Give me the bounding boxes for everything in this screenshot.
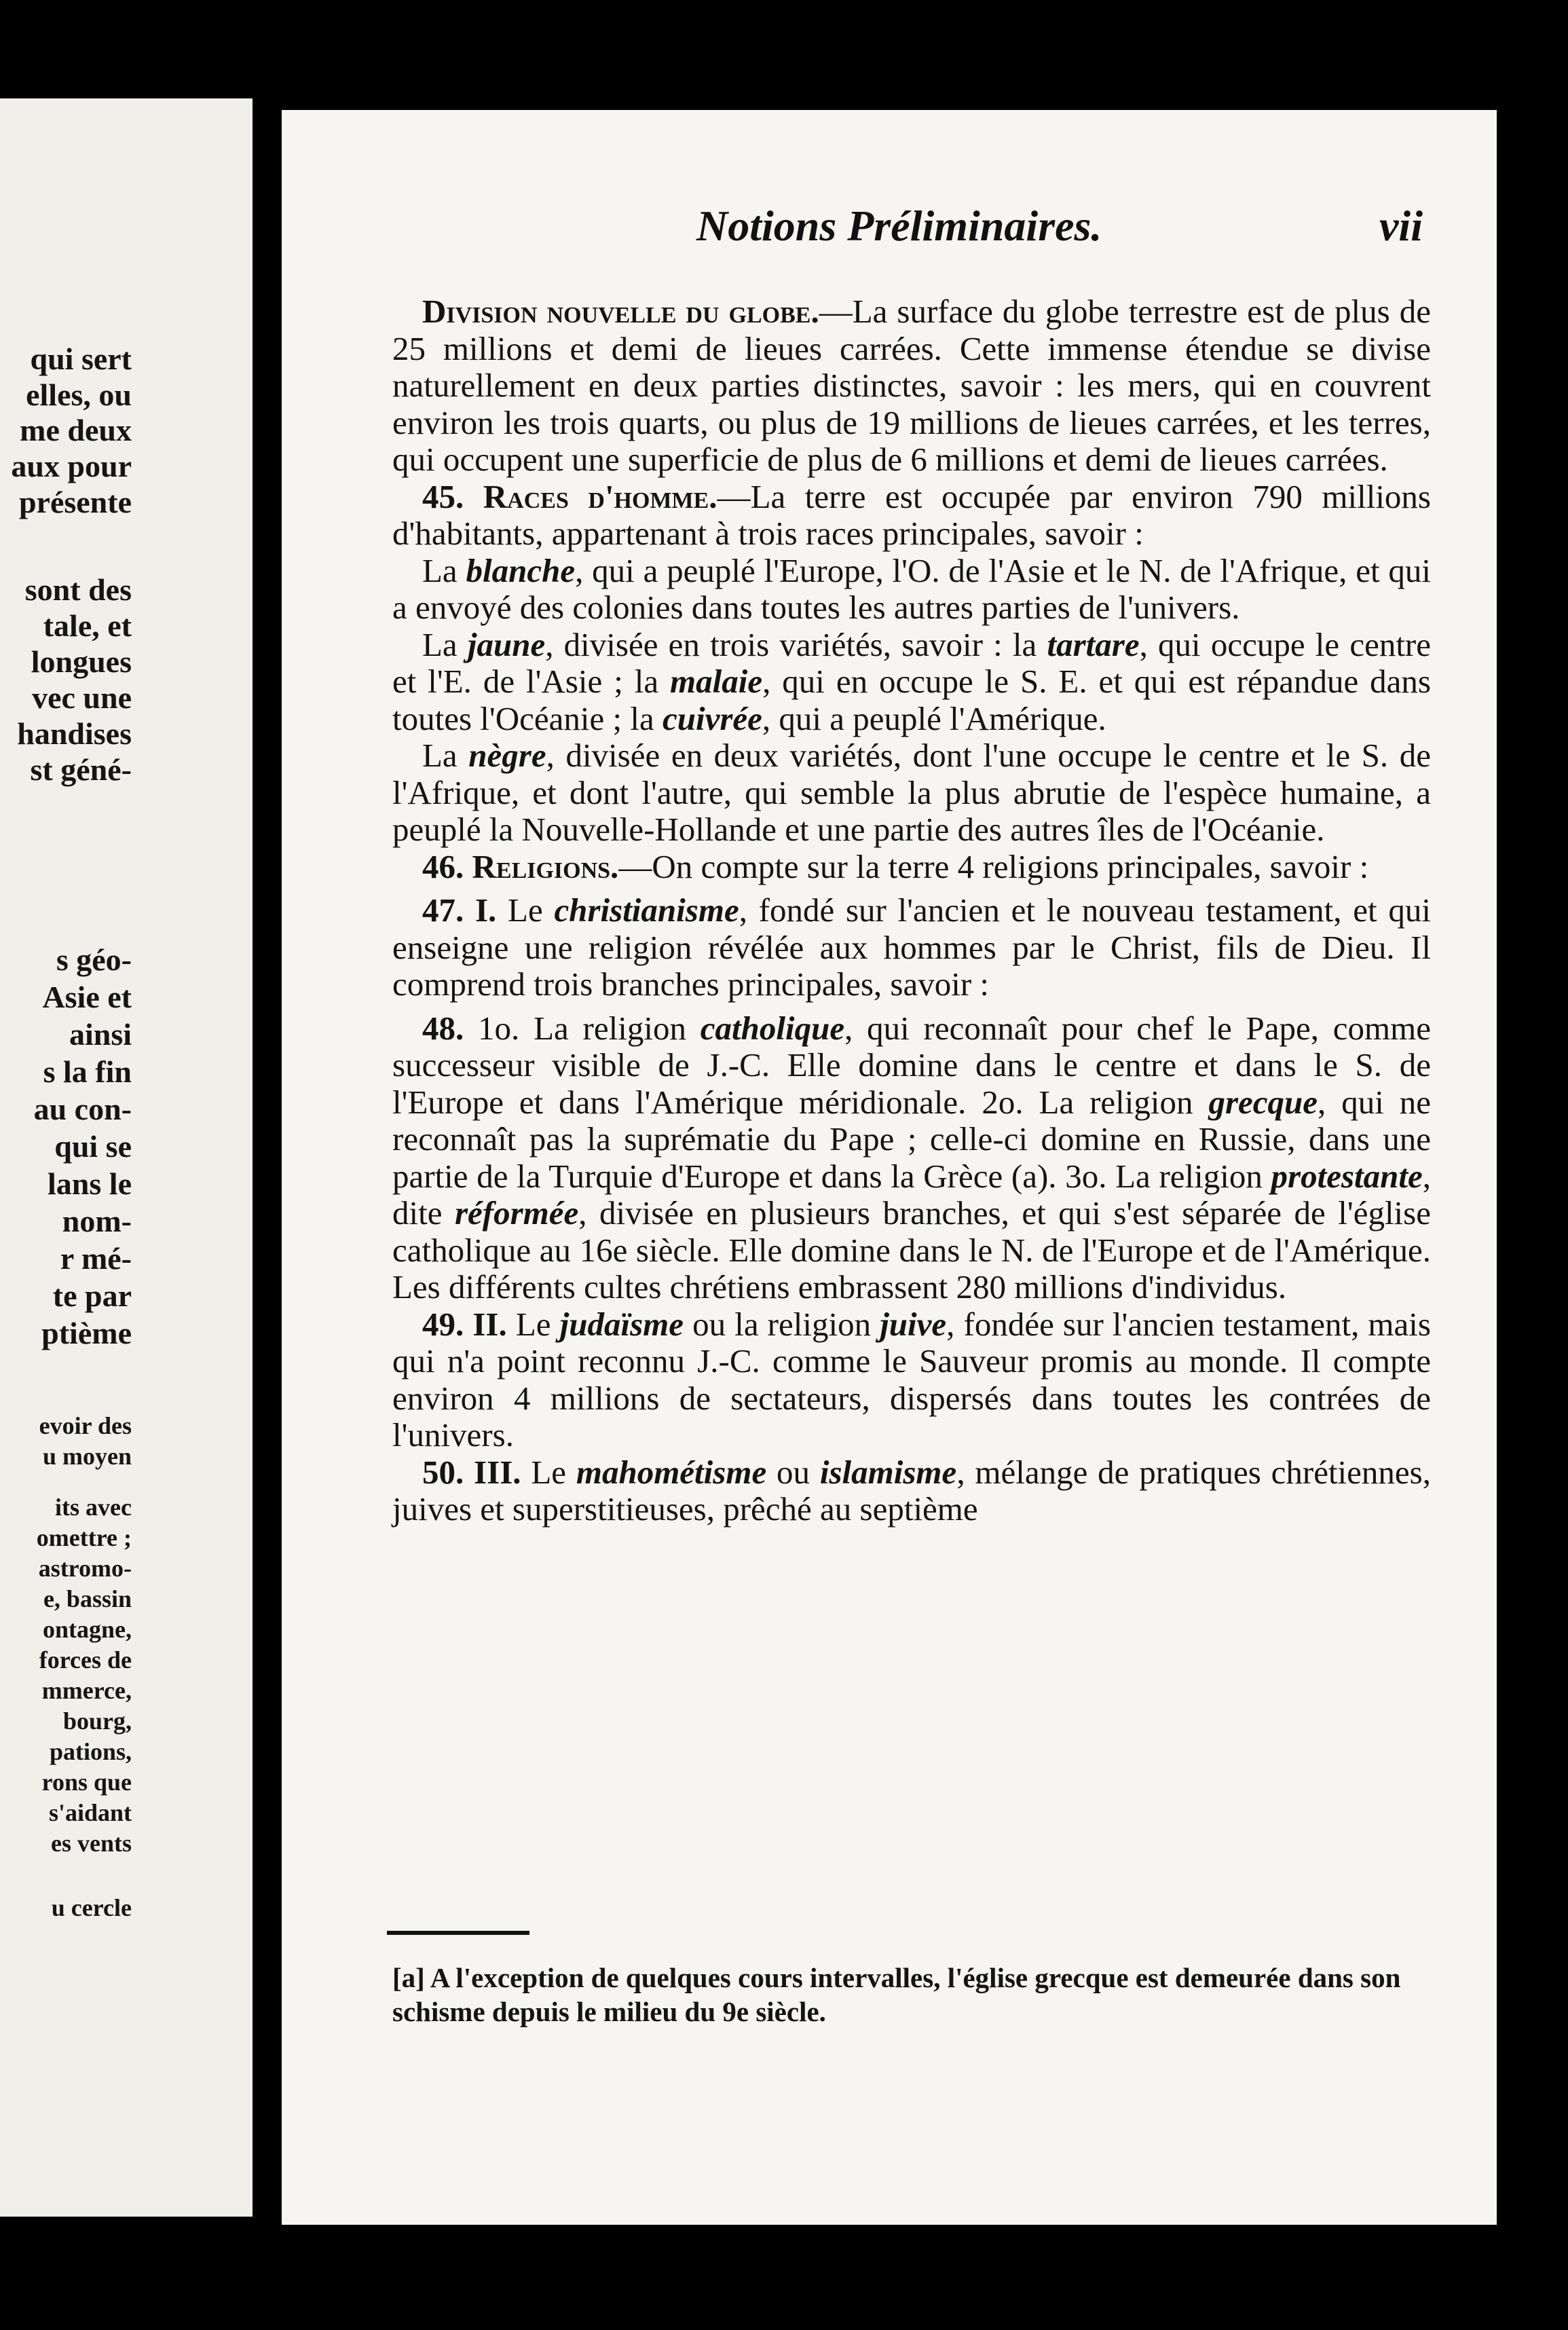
footnote-rule (387, 1931, 529, 1935)
previous-page-line: mmerce, (41, 1677, 132, 1704)
paragraph-division: Division nouvelle du globe.—La surface du globe terrestre est de plus de 25 millions et demi de lieues carrées. Cette immense étendue se divise naturellement en deux parties distinctes, savoir : les mers, qui en couvrent environ les trois quarts, ou plus de 19 millions de lieues carrées, et les terres, qui occupent une superficie de plus de 6 millions et demi de lieues carrées. (392, 293, 1431, 478)
previous-page-line: pations, (49, 1738, 132, 1765)
previous-page-line: omettre ; (36, 1524, 132, 1551)
previous-page (0, 98, 253, 2217)
previous-page-line: vec une (32, 680, 132, 715)
previous-page-line: st géné- (30, 752, 132, 787)
paragraph-race-negre: La nègre, divisée en deux variétés, dont l'une occupe le centre et le S. de l'Afrique, et dont l'autre, qui semble la plus abrutie de l'espèce humaine, a peuplé la Nouvelle-Hollande et une partie des autres îles de l'Océanie. (392, 737, 1431, 848)
footnote (392, 1961, 1431, 2029)
previous-page-line: ontagne, (42, 1616, 132, 1643)
previous-page-line: u moyen (42, 1443, 132, 1470)
previous-page-line: te par (52, 1278, 132, 1313)
main-text (392, 293, 1431, 1528)
previous-page-line: tale, et (43, 608, 132, 643)
previous-page-line: nom- (62, 1204, 132, 1238)
previous-page-line: aux pour (11, 449, 132, 483)
paragraph-christianisme: 47. I. Le christianisme, fondé sur l'ancien et le nouveau testament, et qui enseigne une religion révélée aux hommes par le Christ, fils de Dieu. Il comprend trois branches principales, savoir : (392, 891, 1431, 1003)
paragraph-race-blanche: La blanche, qui a peuplé l'Europe, l'O. de l'Asie et le N. de l'Afrique, et qui a envoyé des colonies dans toutes les autres parties de l'univers. (392, 551, 1431, 626)
previous-page-line: lans le (48, 1166, 132, 1201)
paragraph-religions: 46. Religions.—On compte sur la terre 4 religions principales, savoir : (422, 847, 1369, 885)
previous-page-line: its avec (55, 1494, 132, 1521)
previous-page-line: elles, ou (26, 377, 132, 412)
running-header-title: Notions Préliminaires. (696, 202, 1102, 250)
previous-page-line: astromo- (38, 1555, 132, 1582)
previous-page-line: me deux (20, 413, 132, 447)
previous-page-line: rons que (41, 1769, 132, 1796)
paragraph-judaisme: 49. II. Le judaïsme ou la religion juive, fondée sur l'ancien testament, mais qui n'a point reconnu J.-C. comme le Sauveur promis au monde. Il compte environ 4 millions de sectateurs, dispersés dans toutes les contrées de l'univers. (392, 1305, 1431, 1454)
previous-page-line: handises (17, 716, 132, 751)
heading-division: Division nouvelle du globe. (422, 293, 819, 330)
previous-page-line: longues (31, 644, 132, 679)
paragraph-mahometisme: 50. III. Le mahométisme ou islamisme, mélange de pratiques chrétiennes, juives et superstitieuses, prêché au septième (392, 1453, 1431, 1528)
previous-page-line: sont des (24, 572, 132, 607)
previous-page-line: bourg, (62, 1707, 132, 1735)
previous-page-line: qui se (54, 1129, 132, 1164)
previous-page-line: es vents (51, 1830, 132, 1857)
footnote-marker: [a] (392, 1962, 425, 1993)
previous-page-line: présente (18, 485, 132, 519)
previous-page-line: Asie et (42, 980, 132, 1014)
footnote-text: A l'exception de quelques cours intervalles, l'église grecque est demeurée dans son schisme depuis le milieu du 9e siècle. (392, 1962, 1401, 2027)
previous-page-line: evoir des (39, 1412, 132, 1439)
previous-page-line: s'aidant (48, 1799, 132, 1826)
paragraph-races: 45. Races d'homme.—La terre est occupée par environ 790 millions d'habitants, appartenant à trois races principales, savoir : (392, 477, 1432, 552)
book-page (282, 110, 1497, 2225)
previous-page-line: ptième (41, 1316, 132, 1350)
previous-page-line: au con- (33, 1092, 132, 1126)
previous-page-line: e, bassin (43, 1585, 132, 1612)
previous-page-line: qui sert (30, 341, 132, 376)
previous-page-line: forces de (39, 1646, 132, 1673)
previous-page-line: u cercle (51, 1894, 132, 1921)
paragraph-race-jaune: La jaune, divisée en trois variétés, savoir : la tartare, qui occupe le centre et l'E. de l'Asie ; la malaie, qui en occupe le S. E. et qui est répandue dans toutes l'Océanie ; la cuivrée, qui a peuplé l'Amérique. (392, 625, 1431, 737)
previous-page-line: s géo- (56, 942, 132, 977)
previous-page-line: ainsi (69, 1017, 132, 1052)
previous-page-line: r mé- (60, 1241, 132, 1276)
heading-religions: Religions. (472, 847, 619, 885)
page-number: vii (1379, 202, 1423, 250)
heading-races: Races d'homme. (483, 477, 717, 515)
previous-page-line: s la fin (43, 1054, 132, 1089)
paragraph-branches: 48. 1o. La religion catholique, qui reconnaît pour chef le Pape, comme successeur visible de J.-C. Elle domine dans le centre et dans le S. de l'Europe et dans l'Amérique méridionale. 2o. La religion grecque, qui ne reconnaît pas la suprématie du Pape ; celle-ci domine en Russie, dans une partie de la Turquie d'Europe et dans la Grèce (a). 3o. La religion protestante, dite réformée, divisée en plusieurs branches, et qui s'est séparée de l'église catholique au 16e siècle. Elle domine dans le N. de l'Europe et de l'Amérique. Les différents cultes chrétiens embrassent 280 millions d'individus. (392, 1009, 1431, 1306)
